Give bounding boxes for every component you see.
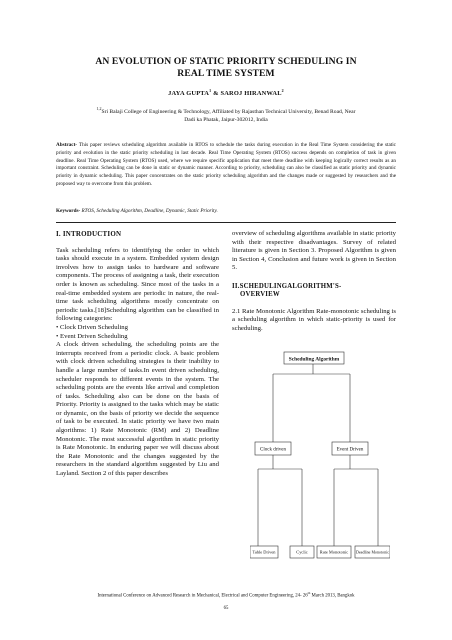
footer-sup: th <box>307 591 311 595</box>
abstract-text: This paper reviews scheduling algorithm available in RTOS to schedule the tasks during execution in the Real Time System considering the static priority and evolution in the static priority scheduling in last decade. Real Time Operating System (RTOS) success depends on completion of task in given deadline. Real Time Operating System (RTOS) used, where we require specific application that meet there deadline with keeping logically correct results as an important constraint. Scheduling can be done in static or dynamic manner. According to priority, scheduling can also be classified as static priority and dynamic priority in dynamic scheduling. This paper concentrates on the static priority scheduling algorithm and the changes made or suggested by researchers and the proposed way to overcome from this problem. <box>56 142 396 187</box>
author-2: & SAROJ HIRANWAL <box>211 90 282 97</box>
rate-monotonic-paragraph: 2.1 Rate Monotonic Algorithm Rate-monotonic scheduling is a scheduling algorithm in which static-priority is used for scheduling. <box>232 307 397 332</box>
overview-paragraph: overview of scheduling algorithms available in static priority with their respective disadvantages. Survey of related literature is given in Section 3. Proposed Algorithm is given in Section 4, Conclusion and future work is given in Section 5. <box>232 230 396 272</box>
node-event-driven: Event Driven <box>336 447 364 453</box>
footer-text-a: International Conference on Advanced Research in Mechanical, Electrical and Computer Engineering, 24- 26 <box>97 593 308 599</box>
left-column <box>56 230 219 479</box>
affiliation <box>92 108 360 125</box>
footer-conference <box>0 593 452 599</box>
author-2-sup: 2 <box>281 87 284 93</box>
author-1: JAYA GUPTA <box>168 90 210 97</box>
paper-title <box>70 56 382 80</box>
author-1-sup: 1 <box>209 87 212 93</box>
node-clock-driven: Clock driven <box>260 447 286 453</box>
introduction-paragraph-2: A clock driven scheduling, the scheduling points are the interrupts received from a periodic clock. A basic problem with clock driven scheduling strategies is their inability to handle a large number of tasks.In event driven scheduling, scheduler responds to different events in the system. The scheduling points are the events like arrival and completion of tasks. Scheduling also can be done on the basis of Priority. Priority is assigned to the tasks which may be static or dynamic, on the basis of priority we decide the sequence of task to be executed. In static priority we have two main algorithms: 1) Rate Monotonic (RM) and 2) Deadline Monotonic. The most successful algorithm in static priority is Rate Monotonic. In enduring paper we will discuss about the Rate Monotonic and the changes suggested by the researchers in the standard algorithm suggested by Liu and Layland. Section 2 of this paper describes <box>56 341 219 478</box>
section-2-heading-line-1: II.SCHEDULINGALGORITHM'S- <box>232 282 342 290</box>
keywords-label: Keywords- <box>56 208 81 214</box>
node-deadline-monotonic: Deadline Monotonic <box>356 549 389 555</box>
scheduling-algorithm-diagram <box>250 346 390 568</box>
keywords-text: RTOS, Scheduling Algorithm, Deadline, Dynamic, Static Priority. <box>80 208 218 214</box>
affiliation-sup: 1,2 <box>96 106 102 112</box>
title-line-2: REAL TIME SYSTEM <box>177 68 275 79</box>
keywords <box>56 208 396 215</box>
introduction-heading: I. INTRODUCTION <box>56 230 122 238</box>
node-table-driven: Table Driven <box>252 549 276 555</box>
page-number: 65 <box>223 606 229 611</box>
title-line-1: AN EVOLUTION OF STATIC PRIORITY SCHEDULING IN <box>95 56 357 67</box>
section-divider <box>56 222 396 223</box>
bullet-clock-driven: • Clock Driven Scheduling <box>56 323 128 331</box>
right-column <box>232 230 396 334</box>
node-cyclic: Cyclic <box>296 549 308 555</box>
node-root: Scheduling Algorithm <box>288 356 340 363</box>
affiliation-text: Sri Balaji College of Engineering & Technology, Affiliated by Rajasthan Technical University, Benad Road, Near Dadi ka Phatak, Jaipur-302012, India <box>101 109 356 124</box>
section-2-heading <box>232 283 396 300</box>
authors <box>0 87 452 97</box>
node-rate-monotonic: Rate Monotonic <box>319 549 349 555</box>
bullet-event-driven: • Event Driven Scheduling <box>56 332 128 340</box>
abstract <box>56 142 396 189</box>
footer-text-b: March 2013, Bangkok <box>310 593 355 599</box>
introduction-paragraph-1: Task scheduling refers to identifying the order in which tasks should execute in a system. Embedded system design involves how to assign tasks to hardware and software components. The process of assigning a task, their execution order is known as scheduling. Since most of the tasks in a real-time embedded system are periodic in nature, the real-time task scheduling algorithms mostly concentrate on periodic tasks.[18]Scheduling algorithm can be classified in following categories: <box>56 246 219 323</box>
abstract-label: Abstract- <box>56 142 78 148</box>
section-2-heading-line-2: OVERVIEW <box>240 291 280 299</box>
